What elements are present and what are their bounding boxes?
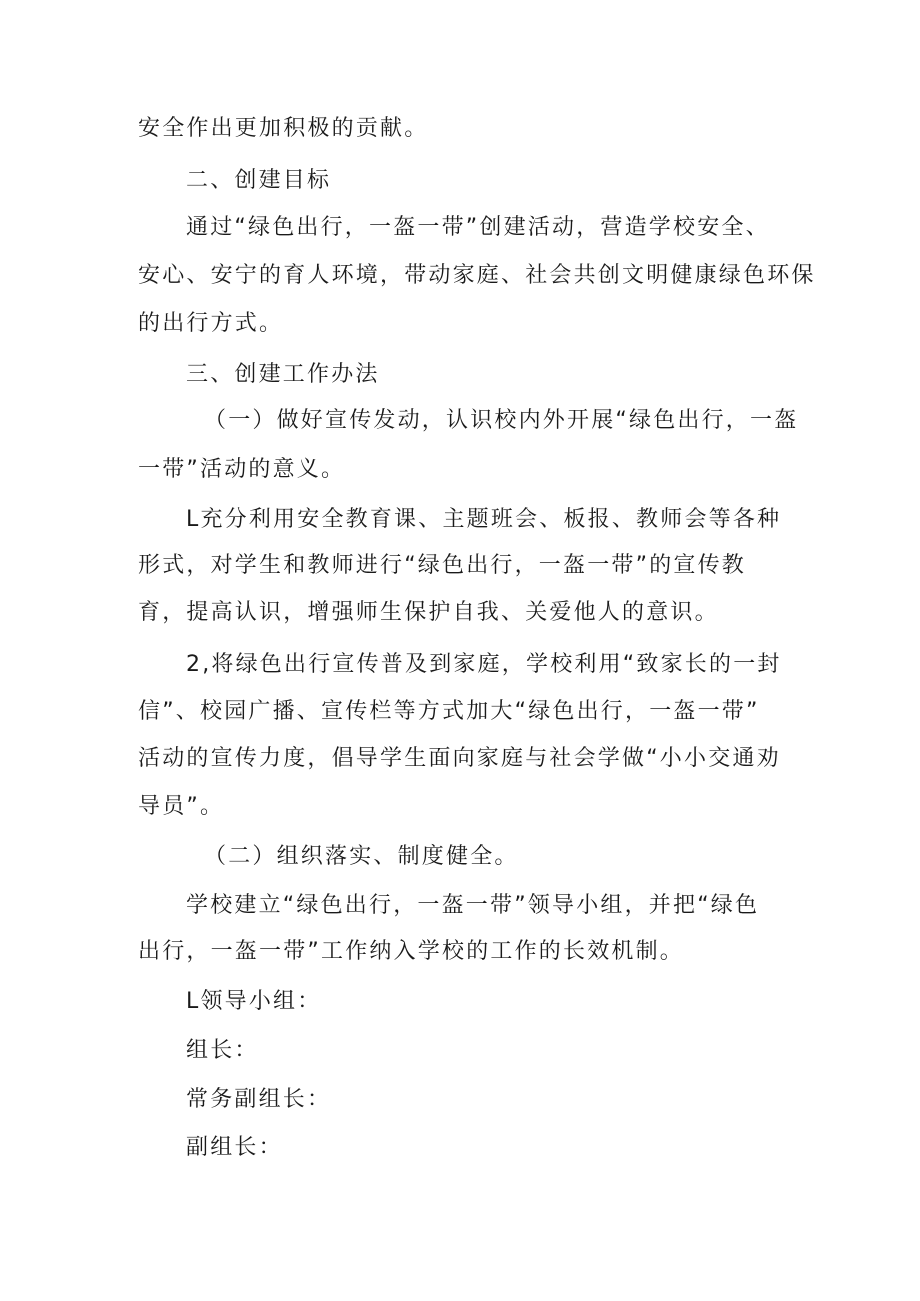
text-line: L充分利用安全教育课、主题班会、板报、教师会等各种 [186,507,782,532]
text-line: 一带”活动的意义。 [138,457,346,482]
list-item-executive-deputy-leader: 常务副组长： [186,1087,332,1112]
text-line: 育，提高认识，增强师生保护自我、关爱他人的意识。 [138,600,719,625]
section-heading-goals: 二、创建目标 [186,168,332,193]
text-line: 形式，对学生和教师进行“绿色出行，一盔一带”的宣传教 [138,553,746,578]
section-heading-methods: 三、创建工作办法 [186,362,380,387]
text-line: 学校建立“绿色出行，一盔一带”领导小组，并把“绿色 [186,893,760,918]
text-line: 的出行方式。 [138,311,284,336]
text-line: 信”、校园广播、宣传栏等方式加大“绿色出行，一盔一带” [138,699,760,724]
list-item-deputy-leader: 副组长： [186,1135,283,1160]
subsection-heading-organization: （二）组织落实、制度健全。 [204,844,519,869]
text-line: 安全作出更加积极的贡献。 [138,116,429,141]
list-item-leadership-group: L领导小组： [186,989,322,1014]
text-line: 安心、安宁的育人环境，带动家庭、社会共创文明健康绿色环保 [138,263,816,288]
list-item-leader: 组长： [186,1038,259,1063]
text-line: 活动的宣传力度，倡导学生面向家庭与社会学做“小小交通劝 [138,746,781,771]
text-line: 出行，一盔一带”工作纳入学校的工作的长效机制。 [138,939,684,964]
text-line: 2,将绿色出行宣传普及到家庭，学校利用“致家长的一封 [186,652,782,677]
text-line: 通过“绿色出行，一盔一带”创建活动，营造学校安全、 [186,215,770,240]
text-line: 导员”。 [138,794,225,819]
subsection-heading-publicity: （一）做好宣传发动，认识校内外开展“绿色出行，一盔 [204,408,799,433]
